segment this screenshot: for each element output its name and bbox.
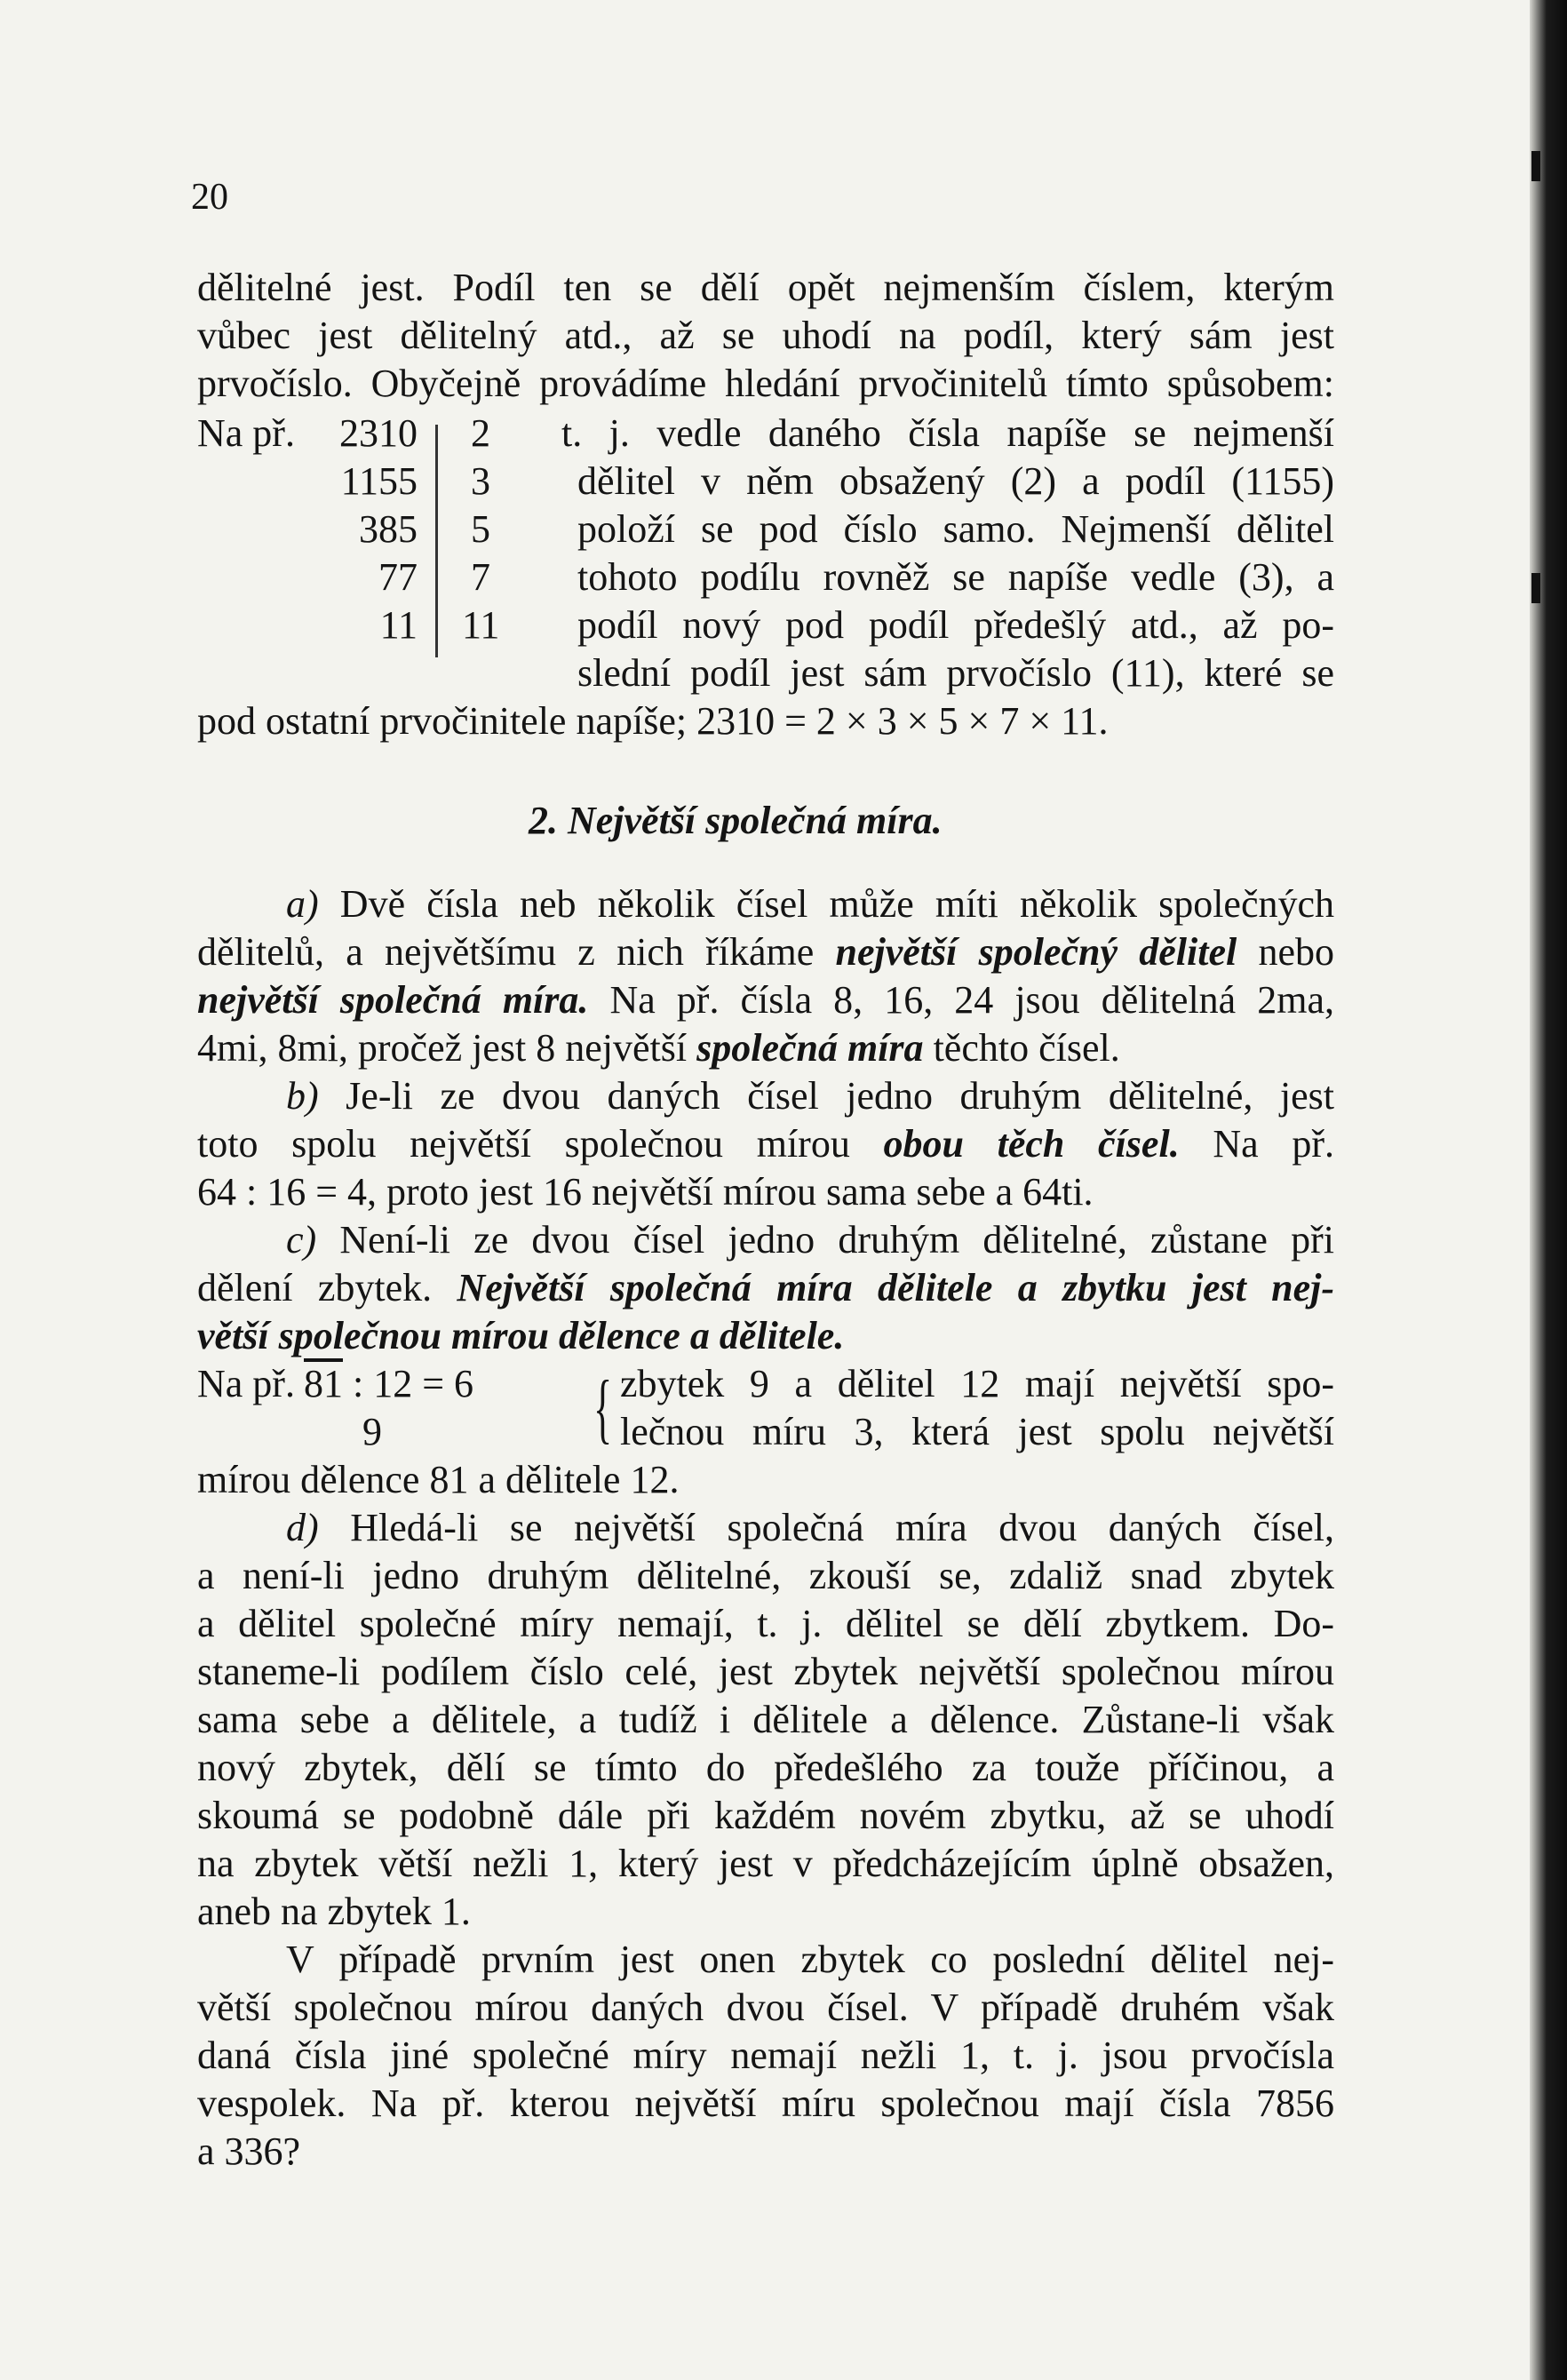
text: Na př. čísla 8, 16, 24 jsou dělitelná 2ma, — [609, 978, 1334, 1022]
text-line — [197, 881, 1334, 927]
divisor: 3 — [471, 459, 490, 503]
text-line — [304, 1361, 473, 1407]
text: Hledá-li se největší společná míra dvou daných čísel, — [350, 1506, 1334, 1549]
section-heading: 2. Největší společná míra. — [529, 799, 943, 842]
text: Je-li ze dvou daných čísel jedno druhým dělitelné, jest — [346, 1074, 1334, 1118]
text-line: a 336? — [197, 2129, 301, 2173]
text: 4mi, 8mi, pročež jest 8 největší — [197, 1026, 688, 1070]
text-line: daná čísla jiné společné míry nemají nežli 1, t. j. jsou prvočísla — [197, 2034, 1334, 2077]
text-line: a není-li jedno druhým dělitelné, zkouší se, zdaliž snad zbytek — [197, 1554, 1334, 1597]
text-line — [197, 929, 1334, 975]
item-letter: b) — [286, 1074, 319, 1118]
text-line: nový zbytek, dělí se tímto do předešlého za touže příčinou, a — [197, 1746, 1334, 1789]
example-label: Na př. — [197, 411, 295, 455]
page-edge — [1530, 0, 1567, 2380]
divisor: 7 — [471, 555, 490, 599]
dividend: 1155 — [340, 459, 418, 503]
item-letter: d) — [286, 1506, 319, 1549]
text-line — [197, 1217, 1334, 1263]
text: toto spolu největší společnou mírou — [197, 1122, 850, 1166]
text-line: mírou dělence 81 a dělitele 12. — [197, 1458, 680, 1501]
text: nebo — [1258, 930, 1335, 974]
emphasis: největší společný dělitel — [835, 930, 1237, 974]
text-line — [197, 1121, 1334, 1167]
text-line: na zbytek větší nežli 1, který jest v předcházejícím úplně obsažen, — [197, 1842, 1334, 1885]
text-line: vůbec jest dělitelný atd., až se uhodí na podíl, který sám jest — [197, 314, 1334, 357]
emphasis: společná míra — [696, 1026, 924, 1070]
divisor: 2 — [471, 411, 490, 455]
dividend: 2310 — [339, 411, 418, 455]
text: dělení zbytek. — [197, 1266, 433, 1309]
text-line: položí se pod číslo samo. Nejmenší dělitel — [577, 507, 1334, 551]
brace: { — [593, 1365, 613, 1452]
dividend: 81 — [304, 1362, 343, 1405]
text-line: a dělitel společné míry nemají, t. j. dělitel se dělí zbytkem. Do- — [197, 1602, 1334, 1645]
text-line: dělitelné jest. Podíl ten se dělí opět nejmenším číslem, kterým — [197, 266, 1334, 309]
text-line: Na př. — [197, 1362, 295, 1405]
division-bar — [435, 425, 438, 657]
text-line — [197, 1025, 1120, 1071]
emphasis-line: větší společnou mírou dělence a dělitele. — [197, 1314, 845, 1357]
text-line: t. j. vedle daného čísla napíše se nejmenší — [561, 411, 1334, 455]
text: Není-li ze dvou čísel jedno druhým dělitelné, zůstane při — [339, 1218, 1335, 1262]
text-line: větší společnou mírou daných dvou čísel. V případě druhém však — [197, 1986, 1334, 2029]
emphasis: největší společná míra. — [197, 978, 589, 1022]
text-line: tohoto podílu rovněž se napíše vedle (3), a — [577, 555, 1334, 599]
page-number: 20 — [191, 177, 228, 218]
text-line: vespolek. Na př. kterou největší míru společnou mají čísla 7856 — [197, 2082, 1334, 2125]
text-line: prvočíslo. Obyčejně provádíme hledání prvočinitelů tímto spůsobem: — [197, 362, 1334, 405]
edge-mark — [1531, 573, 1540, 603]
text-line: sama sebe a dělitele, a tudíž i dělitele a dělence. Zůstane-li však — [197, 1698, 1334, 1741]
item-letter: c) — [286, 1218, 317, 1262]
text-line: staneme-li podílem číslo celé, jest zbytek největší společnou mírou — [197, 1650, 1334, 1693]
emphasis: obou těch čísel. — [883, 1122, 1180, 1166]
text: dělitelů, a největšímu z nich říkáme — [197, 930, 815, 974]
text: těchto čísel. — [933, 1026, 1120, 1070]
text-line: lečnou míru 3, která jest spolu největší — [620, 1410, 1334, 1453]
dividend: 385 — [359, 507, 418, 551]
text-line: dělitel v něm obsažený (2) a podíl (1155) — [577, 459, 1334, 503]
text-line — [197, 1073, 1334, 1119]
item-letter: a) — [286, 882, 319, 926]
text-line — [197, 1505, 1334, 1551]
text: : 12 = 6 — [343, 1362, 474, 1405]
text-line: skoumá se podobně dále při každém novém zbytku, až se uhodí — [197, 1794, 1334, 1837]
text-line: V případě prvním jest onen zbytek co poslední dělitel nej- — [286, 1938, 1334, 1981]
remainder: 9 — [362, 1410, 382, 1453]
text-line: slední podíl jest sám prvočíslo (11), které se — [577, 651, 1334, 695]
emphasis: Největší společná míra dělitele a zbytku jest nej- — [457, 1266, 1335, 1309]
dividend: 77 — [378, 555, 418, 599]
text-line: zbytek 9 a dělitel 12 mají největší spo- — [620, 1362, 1334, 1405]
text-line: podíl nový pod podíl předešlý atd., až po- — [577, 603, 1334, 647]
divisor: 11 — [462, 603, 500, 647]
divisor: 5 — [471, 507, 490, 551]
text: Dvě čísla neb několik čísel může míti několik společných — [339, 882, 1335, 926]
text: Na př. — [1213, 1122, 1334, 1166]
text-line — [197, 977, 1334, 1023]
dividend: 11 — [379, 603, 418, 647]
text-line — [197, 1265, 1334, 1311]
edge-mark — [1531, 151, 1540, 181]
text-line: pod ostatní prvočinitele napíše; 2310 = 2 × 3 × 5 × 7 × 11. — [197, 699, 1109, 743]
text-line: aneb na zbytek 1. — [197, 1890, 471, 1933]
text-line: 64 : 16 = 4, proto jest 16 největší mírou sama sebe a 64ti. — [197, 1170, 1094, 1214]
